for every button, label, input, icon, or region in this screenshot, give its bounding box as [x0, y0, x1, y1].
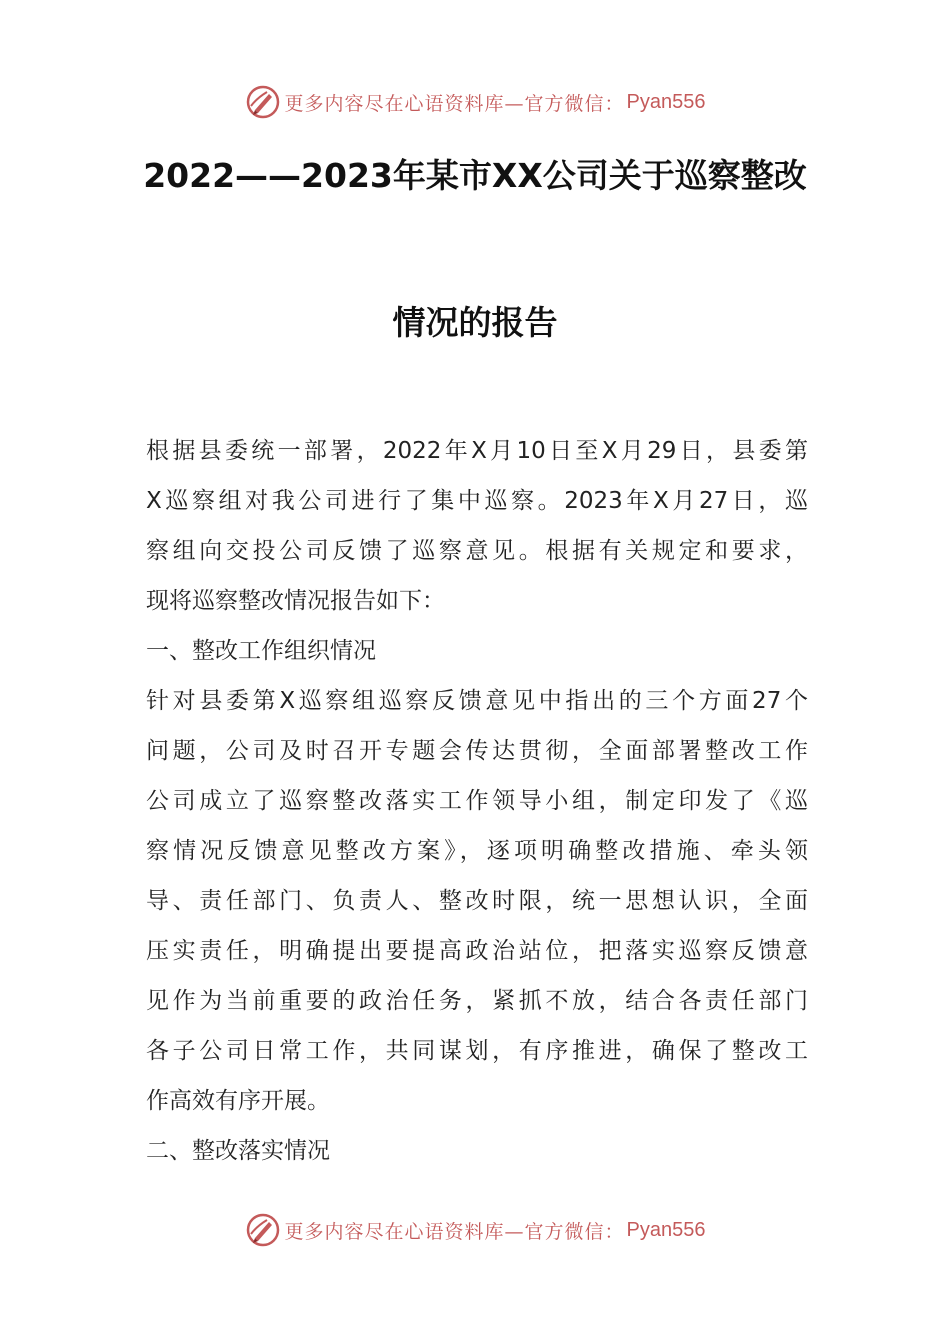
- watermark-banner-bottom: [0, 1210, 950, 1250]
- text-line: 各子公司日常工作，共同谋划，有序推进，确保了整改工: [146, 1038, 808, 1064]
- text-line: 针对县委第X巡察组巡察反馈意见中指出的三个方面27个: [146, 688, 808, 714]
- text-line: 现将巡察整改情况报告如下：: [146, 588, 445, 614]
- text-line: 压实责任，明确提出要提高政治站位，把落实巡察反馈意: [146, 938, 808, 964]
- section-heading-1: [146, 626, 808, 676]
- text-line: 导、责任部门、负责人、整改时限，统一思想认识，全面: [146, 888, 808, 914]
- section-heading-text: 二、整改落实情况: [146, 1138, 330, 1164]
- text-line: 作高效有序开展。: [146, 1088, 330, 1114]
- section-heading-2: [146, 1126, 808, 1176]
- text-line: 根据县委统一部署，2022年X月10日至X月29日，县委第: [146, 438, 808, 464]
- pen-logo-icon: [245, 1212, 281, 1248]
- watermark-wechat-id: Pyan556: [626, 1218, 706, 1241]
- pen-logo-icon: [245, 84, 281, 120]
- section-heading-text: 一、整改工作组织情况: [146, 638, 376, 664]
- watermark-text: 更多内容尽在心语资料库—官方微信：: [284, 1220, 625, 1243]
- watermark-text: 更多内容尽在心语资料库—官方微信：: [284, 92, 625, 115]
- text-line: 察组向交投公司反馈了巡察意见。根据有关规定和要求，: [146, 538, 808, 564]
- document-title-line1: 2022——2023年某市XX公司关于巡察整改: [143, 156, 807, 195]
- intro-paragraph: [146, 426, 808, 626]
- text-line: X巡察组对我公司进行了集中巡察。2023年X月27日，巡: [146, 488, 808, 514]
- text-line: 公司成立了巡察整改落实工作领导小组，制定印发了《巡: [146, 788, 808, 814]
- text-line: 问题，公司及时召开专题会传达贯彻，全面部署整改工作: [146, 738, 808, 764]
- watermark-wechat-id: Pyan556: [626, 90, 706, 113]
- organization-paragraph: [146, 676, 808, 1126]
- text-line: 察情况反馈意见整改方案》，逐项明确整改措施、牵头领: [146, 838, 808, 864]
- text-line: 见作为当前重要的政治任务，紧抓不放，结合各责任部门: [146, 988, 808, 1014]
- watermark-banner-top: [0, 82, 950, 122]
- document-title-line2: 情况的报告: [392, 303, 558, 342]
